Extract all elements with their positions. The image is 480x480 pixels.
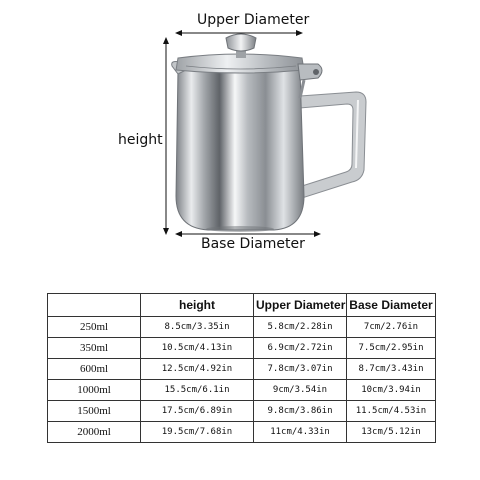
pitcher-body [176, 70, 304, 230]
header-base-diameter: Base Diameter [347, 294, 436, 317]
header-empty [48, 294, 141, 317]
upper-diameter-cell: 9.8cm/3.86in [254, 401, 347, 422]
height-cell: 8.5cm/3.35in [141, 317, 254, 338]
height-arrow [163, 37, 169, 235]
height-label: height [118, 132, 163, 148]
pitcher-handle [300, 92, 366, 198]
table-row [48, 317, 436, 338]
base-diameter-cell: 13cm/5.12in [347, 422, 436, 443]
base-diameter-cell: 7cm/2.76in [347, 317, 436, 338]
capacity-cell: 250ml [48, 317, 141, 338]
upper-diameter-cell: 11cm/4.33in [254, 422, 347, 443]
header-height: height [141, 294, 254, 317]
height-cell: 19.5cm/7.68in [141, 422, 254, 443]
upper-diameter-cell: 7.8cm/3.07in [254, 359, 347, 380]
height-cell: 15.5cm/6.1in [141, 380, 254, 401]
height-cell: 12.5cm/4.92in [141, 359, 254, 380]
table-header-row [48, 294, 436, 317]
capacity-cell: 1500ml [48, 401, 141, 422]
capacity-cell: 2000ml [48, 422, 141, 443]
table-row [48, 401, 436, 422]
table-row [48, 338, 436, 359]
upper-diameter-cell: 6.9cm/2.72in [254, 338, 347, 359]
capacity-cell: 350ml [48, 338, 141, 359]
capacity-cell: 600ml [48, 359, 141, 380]
base-diameter-label: Base Diameter [201, 236, 305, 252]
header-upper-diameter: Upper Diameter [254, 294, 347, 317]
size-specification-table [47, 293, 436, 443]
capacity-cell: 1000ml [48, 380, 141, 401]
upper-diameter-cell: 5.8cm/2.28in [254, 317, 347, 338]
base-diameter-cell: 11.5cm/4.53in [347, 401, 436, 422]
table-row [48, 380, 436, 401]
upper-diameter-cell: 9cm/3.54in [254, 380, 347, 401]
upper-diameter-label: Upper Diameter [197, 12, 310, 28]
height-cell: 10.5cm/4.13in [141, 338, 254, 359]
table-row [48, 359, 436, 380]
base-diameter-cell: 10cm/3.94in [347, 380, 436, 401]
lid-hinge [298, 64, 322, 98]
base-diameter-cell: 8.7cm/3.43in [347, 359, 436, 380]
height-cell: 17.5cm/6.89in [141, 401, 254, 422]
table-row [48, 422, 436, 443]
base-diameter-cell: 7.5cm/2.95in [347, 338, 436, 359]
